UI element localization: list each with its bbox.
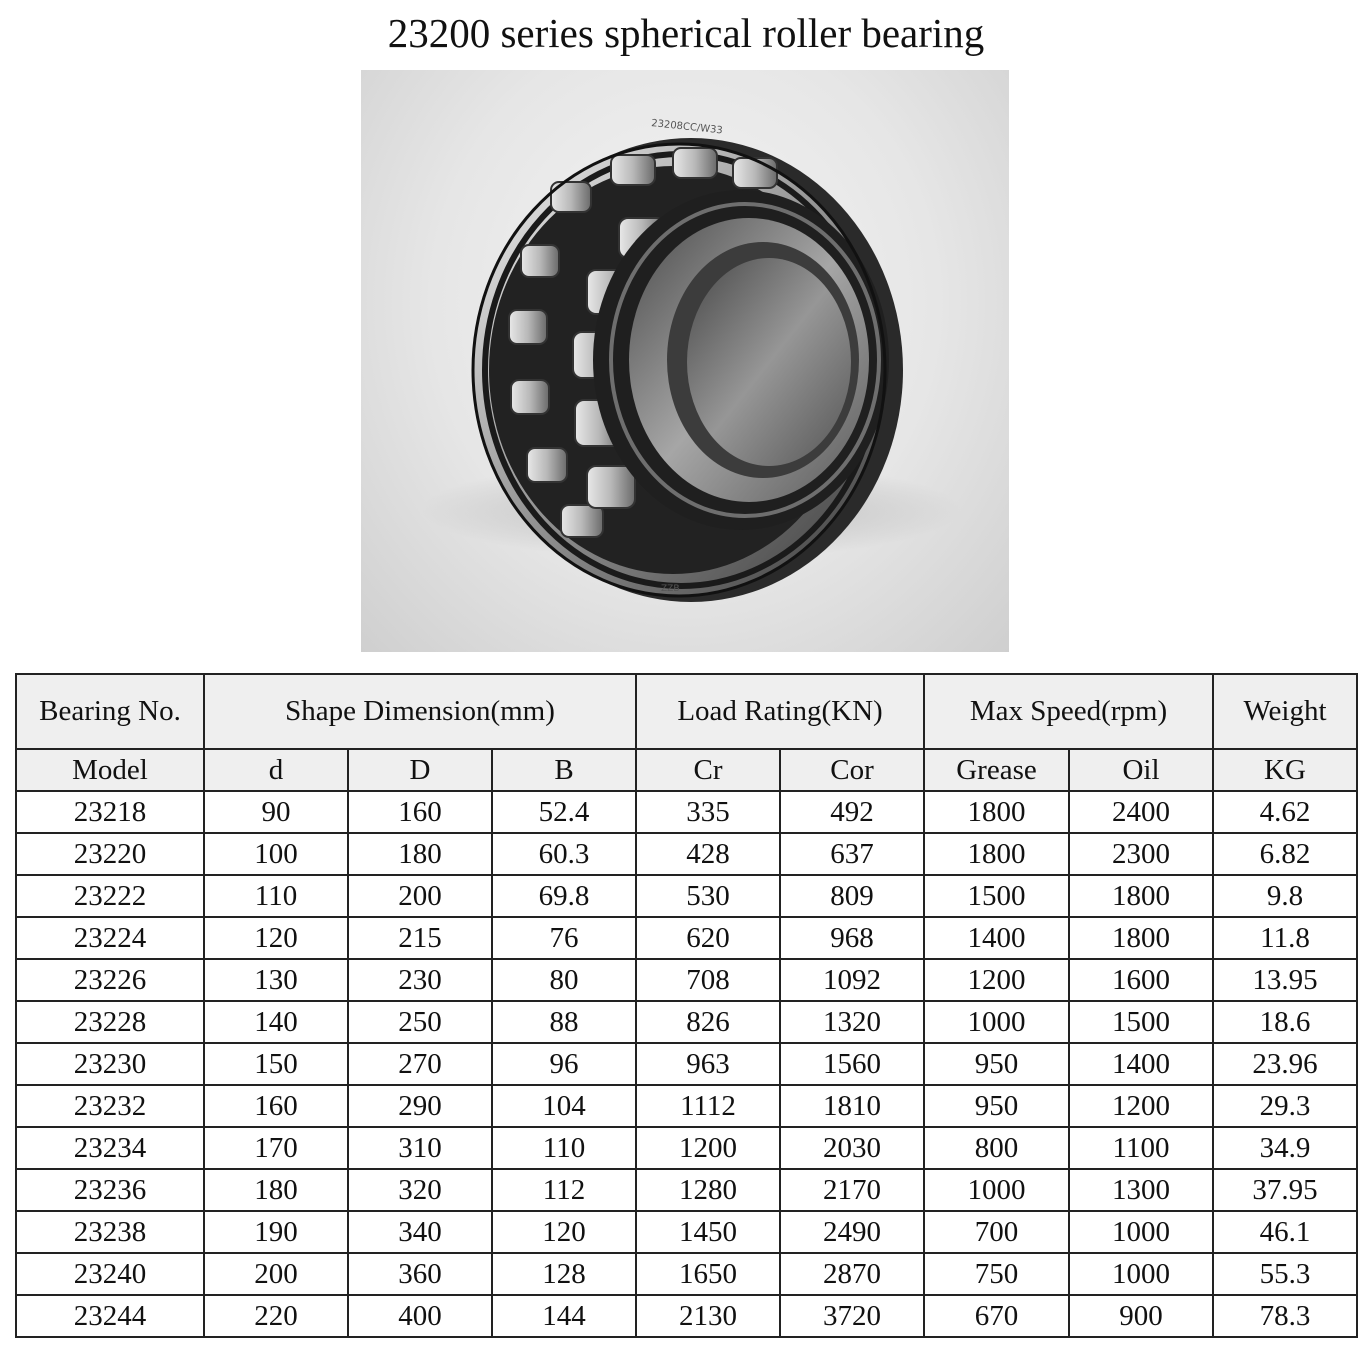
table-row — [16, 1043, 1357, 1085]
cell-cor: 809 — [780, 875, 924, 917]
cell-d: 110 — [204, 875, 348, 917]
cell-cr: 335 — [636, 791, 780, 833]
cell-cr: 1200 — [636, 1127, 780, 1169]
cell-model: 23226 — [16, 959, 204, 1001]
cell-cr: 1650 — [636, 1253, 780, 1295]
cell-d: 160 — [204, 1085, 348, 1127]
cell-cor: 968 — [780, 917, 924, 959]
cell-B: 69.8 — [492, 875, 636, 917]
cell-D: 320 — [348, 1169, 492, 1211]
table-row — [16, 1001, 1357, 1043]
cell-kg: 6.82 — [1213, 833, 1357, 875]
cell-cor: 2030 — [780, 1127, 924, 1169]
col-D: D — [348, 749, 492, 791]
cell-D: 360 — [348, 1253, 492, 1295]
cell-d: 150 — [204, 1043, 348, 1085]
cell-cr: 1280 — [636, 1169, 780, 1211]
cell-grease: 1000 — [924, 1169, 1069, 1211]
cell-model: 23238 — [16, 1211, 204, 1253]
bearing-marking-outer: 23208CC/W33 — [650, 118, 724, 137]
cell-grease: 670 — [924, 1295, 1069, 1337]
cell-model: 23236 — [16, 1169, 204, 1211]
table-row — [16, 1253, 1357, 1295]
bearing-photo — [361, 70, 1009, 652]
bearing-marking-bottom: ZZB — [661, 584, 680, 594]
cell-kg: 23.96 — [1213, 1043, 1357, 1085]
col-model: Model — [16, 749, 204, 791]
cell-model: 23234 — [16, 1127, 204, 1169]
column-header-row — [16, 749, 1357, 791]
table-row — [16, 1127, 1357, 1169]
cell-kg: 13.95 — [1213, 959, 1357, 1001]
cell-kg: 11.8 — [1213, 917, 1357, 959]
cell-grease: 1800 — [924, 791, 1069, 833]
cell-kg: 4.62 — [1213, 791, 1357, 833]
cell-B: 128 — [492, 1253, 636, 1295]
cell-model: 23240 — [16, 1253, 204, 1295]
cell-oil: 1600 — [1069, 959, 1213, 1001]
col-cr: Cr — [636, 749, 780, 791]
cell-D: 290 — [348, 1085, 492, 1127]
col-cor: Cor — [780, 749, 924, 791]
cell-B: 88 — [492, 1001, 636, 1043]
cell-B: 76 — [492, 917, 636, 959]
table-row — [16, 833, 1357, 875]
cell-B: 96 — [492, 1043, 636, 1085]
header-bearing-no: Bearing No. — [16, 674, 204, 749]
cell-grease: 1500 — [924, 875, 1069, 917]
cell-grease: 1000 — [924, 1001, 1069, 1043]
cell-oil: 1000 — [1069, 1253, 1213, 1295]
cell-model: 23222 — [16, 875, 204, 917]
cell-grease: 800 — [924, 1127, 1069, 1169]
cell-cor: 2170 — [780, 1169, 924, 1211]
cell-oil: 2400 — [1069, 791, 1213, 833]
cell-B: 144 — [492, 1295, 636, 1337]
cell-grease: 950 — [924, 1085, 1069, 1127]
cell-d: 90 — [204, 791, 348, 833]
cell-oil: 1200 — [1069, 1085, 1213, 1127]
cell-oil: 1400 — [1069, 1043, 1213, 1085]
cell-B: 60.3 — [492, 833, 636, 875]
cell-grease: 1800 — [924, 833, 1069, 875]
header-load-rating: Load Rating(KN) — [636, 674, 924, 749]
cell-grease: 700 — [924, 1211, 1069, 1253]
cell-model: 23220 — [16, 833, 204, 875]
cell-grease: 1200 — [924, 959, 1069, 1001]
cell-B: 110 — [492, 1127, 636, 1169]
cell-d: 140 — [204, 1001, 348, 1043]
cell-d: 130 — [204, 959, 348, 1001]
cell-model: 23232 — [16, 1085, 204, 1127]
table-row — [16, 917, 1357, 959]
cell-cor: 637 — [780, 833, 924, 875]
cell-cr: 708 — [636, 959, 780, 1001]
cell-kg: 46.1 — [1213, 1211, 1357, 1253]
cell-D: 230 — [348, 959, 492, 1001]
cell-B: 112 — [492, 1169, 636, 1211]
cell-cr: 2130 — [636, 1295, 780, 1337]
cell-cr: 428 — [636, 833, 780, 875]
cell-cor: 1810 — [780, 1085, 924, 1127]
cell-d: 170 — [204, 1127, 348, 1169]
cell-oil: 1300 — [1069, 1169, 1213, 1211]
cell-model: 23228 — [16, 1001, 204, 1043]
cell-cr: 530 — [636, 875, 780, 917]
cell-model: 23230 — [16, 1043, 204, 1085]
table-row — [16, 791, 1357, 833]
cell-d: 180 — [204, 1169, 348, 1211]
cell-D: 270 — [348, 1043, 492, 1085]
cell-cor: 1320 — [780, 1001, 924, 1043]
cell-kg: 9.8 — [1213, 875, 1357, 917]
cell-cr: 963 — [636, 1043, 780, 1085]
cell-cr: 1112 — [636, 1085, 780, 1127]
cell-kg: 78.3 — [1213, 1295, 1357, 1337]
cell-oil: 1100 — [1069, 1127, 1213, 1169]
cell-oil: 900 — [1069, 1295, 1213, 1337]
cell-cor: 2490 — [780, 1211, 924, 1253]
cell-oil: 2300 — [1069, 833, 1213, 875]
cell-cor: 492 — [780, 791, 924, 833]
header-group-row — [16, 674, 1357, 749]
cell-cor: 2870 — [780, 1253, 924, 1295]
cell-B: 80 — [492, 959, 636, 1001]
col-d: d — [204, 749, 348, 791]
cell-d: 200 — [204, 1253, 348, 1295]
cell-D: 160 — [348, 791, 492, 833]
cell-cor: 3720 — [780, 1295, 924, 1337]
cell-kg: 34.9 — [1213, 1127, 1357, 1169]
cell-oil: 1800 — [1069, 917, 1213, 959]
cell-d: 120 — [204, 917, 348, 959]
cell-oil: 1800 — [1069, 875, 1213, 917]
cell-kg: 55.3 — [1213, 1253, 1357, 1295]
cell-D: 180 — [348, 833, 492, 875]
cell-B: 52.4 — [492, 791, 636, 833]
header-weight: Weight — [1213, 674, 1357, 749]
cell-D: 200 — [348, 875, 492, 917]
cell-kg: 18.6 — [1213, 1001, 1357, 1043]
col-oil: Oil — [1069, 749, 1213, 791]
cell-d: 190 — [204, 1211, 348, 1253]
col-grease: Grease — [924, 749, 1069, 791]
col-B: B — [492, 749, 636, 791]
bearing-illustration — [361, 70, 1009, 652]
col-kg: KG — [1213, 749, 1357, 791]
cell-cor: 1560 — [780, 1043, 924, 1085]
cell-cr: 620 — [636, 917, 780, 959]
cell-D: 340 — [348, 1211, 492, 1253]
table-row — [16, 1211, 1357, 1253]
cell-model: 23244 — [16, 1295, 204, 1337]
cell-grease: 1400 — [924, 917, 1069, 959]
header-max-speed: Max Speed(rpm) — [924, 674, 1213, 749]
cell-kg: 37.95 — [1213, 1169, 1357, 1211]
cell-oil: 1000 — [1069, 1211, 1213, 1253]
cell-kg: 29.3 — [1213, 1085, 1357, 1127]
cell-oil: 1500 — [1069, 1001, 1213, 1043]
table-row — [16, 1295, 1357, 1337]
cell-B: 120 — [492, 1211, 636, 1253]
bearing-spec-table — [15, 673, 1358, 1338]
cell-D: 215 — [348, 917, 492, 959]
cell-grease: 750 — [924, 1253, 1069, 1295]
cell-D: 310 — [348, 1127, 492, 1169]
table-row — [16, 959, 1357, 1001]
table-row — [16, 1085, 1357, 1127]
cell-grease: 950 — [924, 1043, 1069, 1085]
cell-cor: 1092 — [780, 959, 924, 1001]
table-row — [16, 875, 1357, 917]
cell-D: 400 — [348, 1295, 492, 1337]
cell-model: 23224 — [16, 917, 204, 959]
cell-d: 100 — [204, 833, 348, 875]
cell-B: 104 — [492, 1085, 636, 1127]
cell-model: 23218 — [16, 791, 204, 833]
cell-cr: 1450 — [636, 1211, 780, 1253]
cell-D: 250 — [348, 1001, 492, 1043]
table-row — [16, 1169, 1357, 1211]
cell-d: 220 — [204, 1295, 348, 1337]
header-shape-dimension: Shape Dimension(mm) — [204, 674, 636, 749]
page-title: 23200 series spherical roller bearing — [387, 10, 985, 56]
cell-cr: 826 — [636, 1001, 780, 1043]
